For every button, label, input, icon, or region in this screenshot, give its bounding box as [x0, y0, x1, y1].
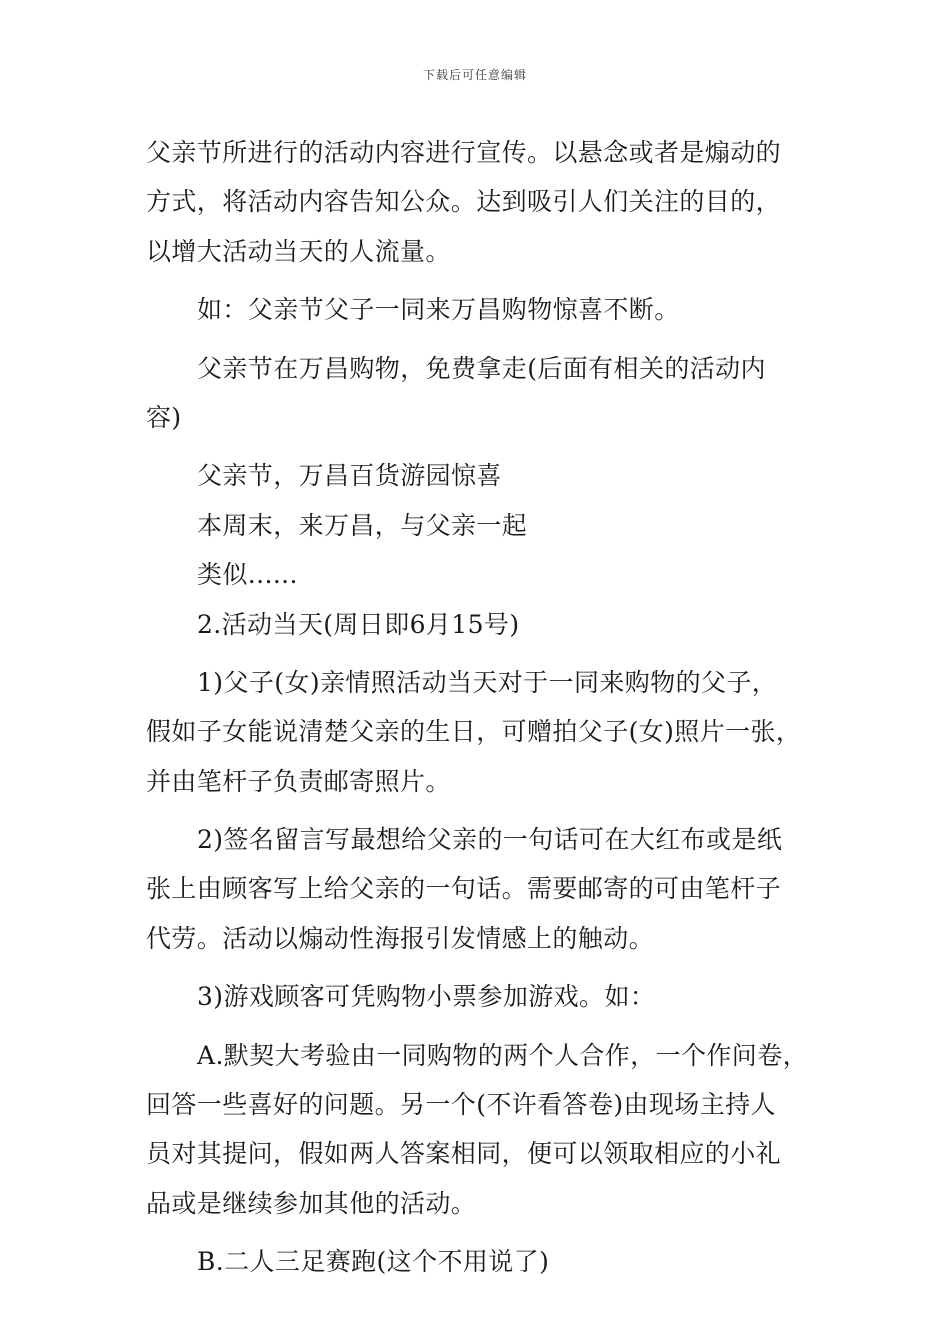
section-heading: 2.活动当天(周日即6月15号) [197, 609, 520, 639]
text-line: 类似...... [197, 560, 298, 590]
text-line: 方式，将活动内容告知公众。达到吸引人们关注的目的， [146, 187, 782, 217]
text-line: 如：父亲节父子一同来万昌购物惊喜不断。 [197, 295, 680, 325]
text-line: 以增大活动当天的人流量。 [146, 236, 451, 266]
text-line: 并由笔杆子负责邮寄照片。 [146, 766, 451, 796]
text-line: 代劳。活动以煽动性海报引发情感上的触动。 [146, 923, 655, 953]
text-line: 张上由顾客写上给父亲的一句话。需要邮寄的可由笔杆子 [146, 874, 782, 904]
text-line: 父亲节，万昌百货游园惊喜 [197, 461, 502, 491]
text-line: 品或是继续参加其他的活动。 [146, 1188, 477, 1218]
page-header: 下载后可任意编辑 [422, 68, 527, 82]
text-line: 父亲节所进行的活动内容进行宣传。以悬念或者是煽动的 [146, 138, 782, 167]
text-line: 父亲节在万昌购物，免费拿走(后面有相关的活动内 [197, 353, 766, 383]
text-line: 2)签名留言写最想给父亲的一句话可在大红布或是纸 [197, 825, 783, 855]
text-line: 回答一些喜好的问题。另一个(不许看答卷)由现场主持人 [146, 1090, 776, 1120]
text-line: 容) [146, 402, 182, 432]
document-body [146, 128, 836, 1287]
text-line: 3)游戏顾客可凭购物小票参加游戏。如： [197, 982, 656, 1012]
text-line: A.默契大考验由一同购物的两个人合作，一个作问卷， [197, 1040, 809, 1070]
text-line: B.二人三足赛跑(这个不用说了) [197, 1247, 550, 1277]
text-line: 假如子女能说清楚父亲的生日，可赠拍父子(女)照片一张， [146, 717, 802, 747]
text-line: 1)父子(女)亲情照活动当天对于一同来购物的父子， [197, 667, 778, 697]
text-line: 员对其提问，假如两人答案相同，便可以领取相应的小礼 [146, 1139, 782, 1169]
text-line: 本周末，来万昌，与父亲一起 [197, 510, 528, 540]
